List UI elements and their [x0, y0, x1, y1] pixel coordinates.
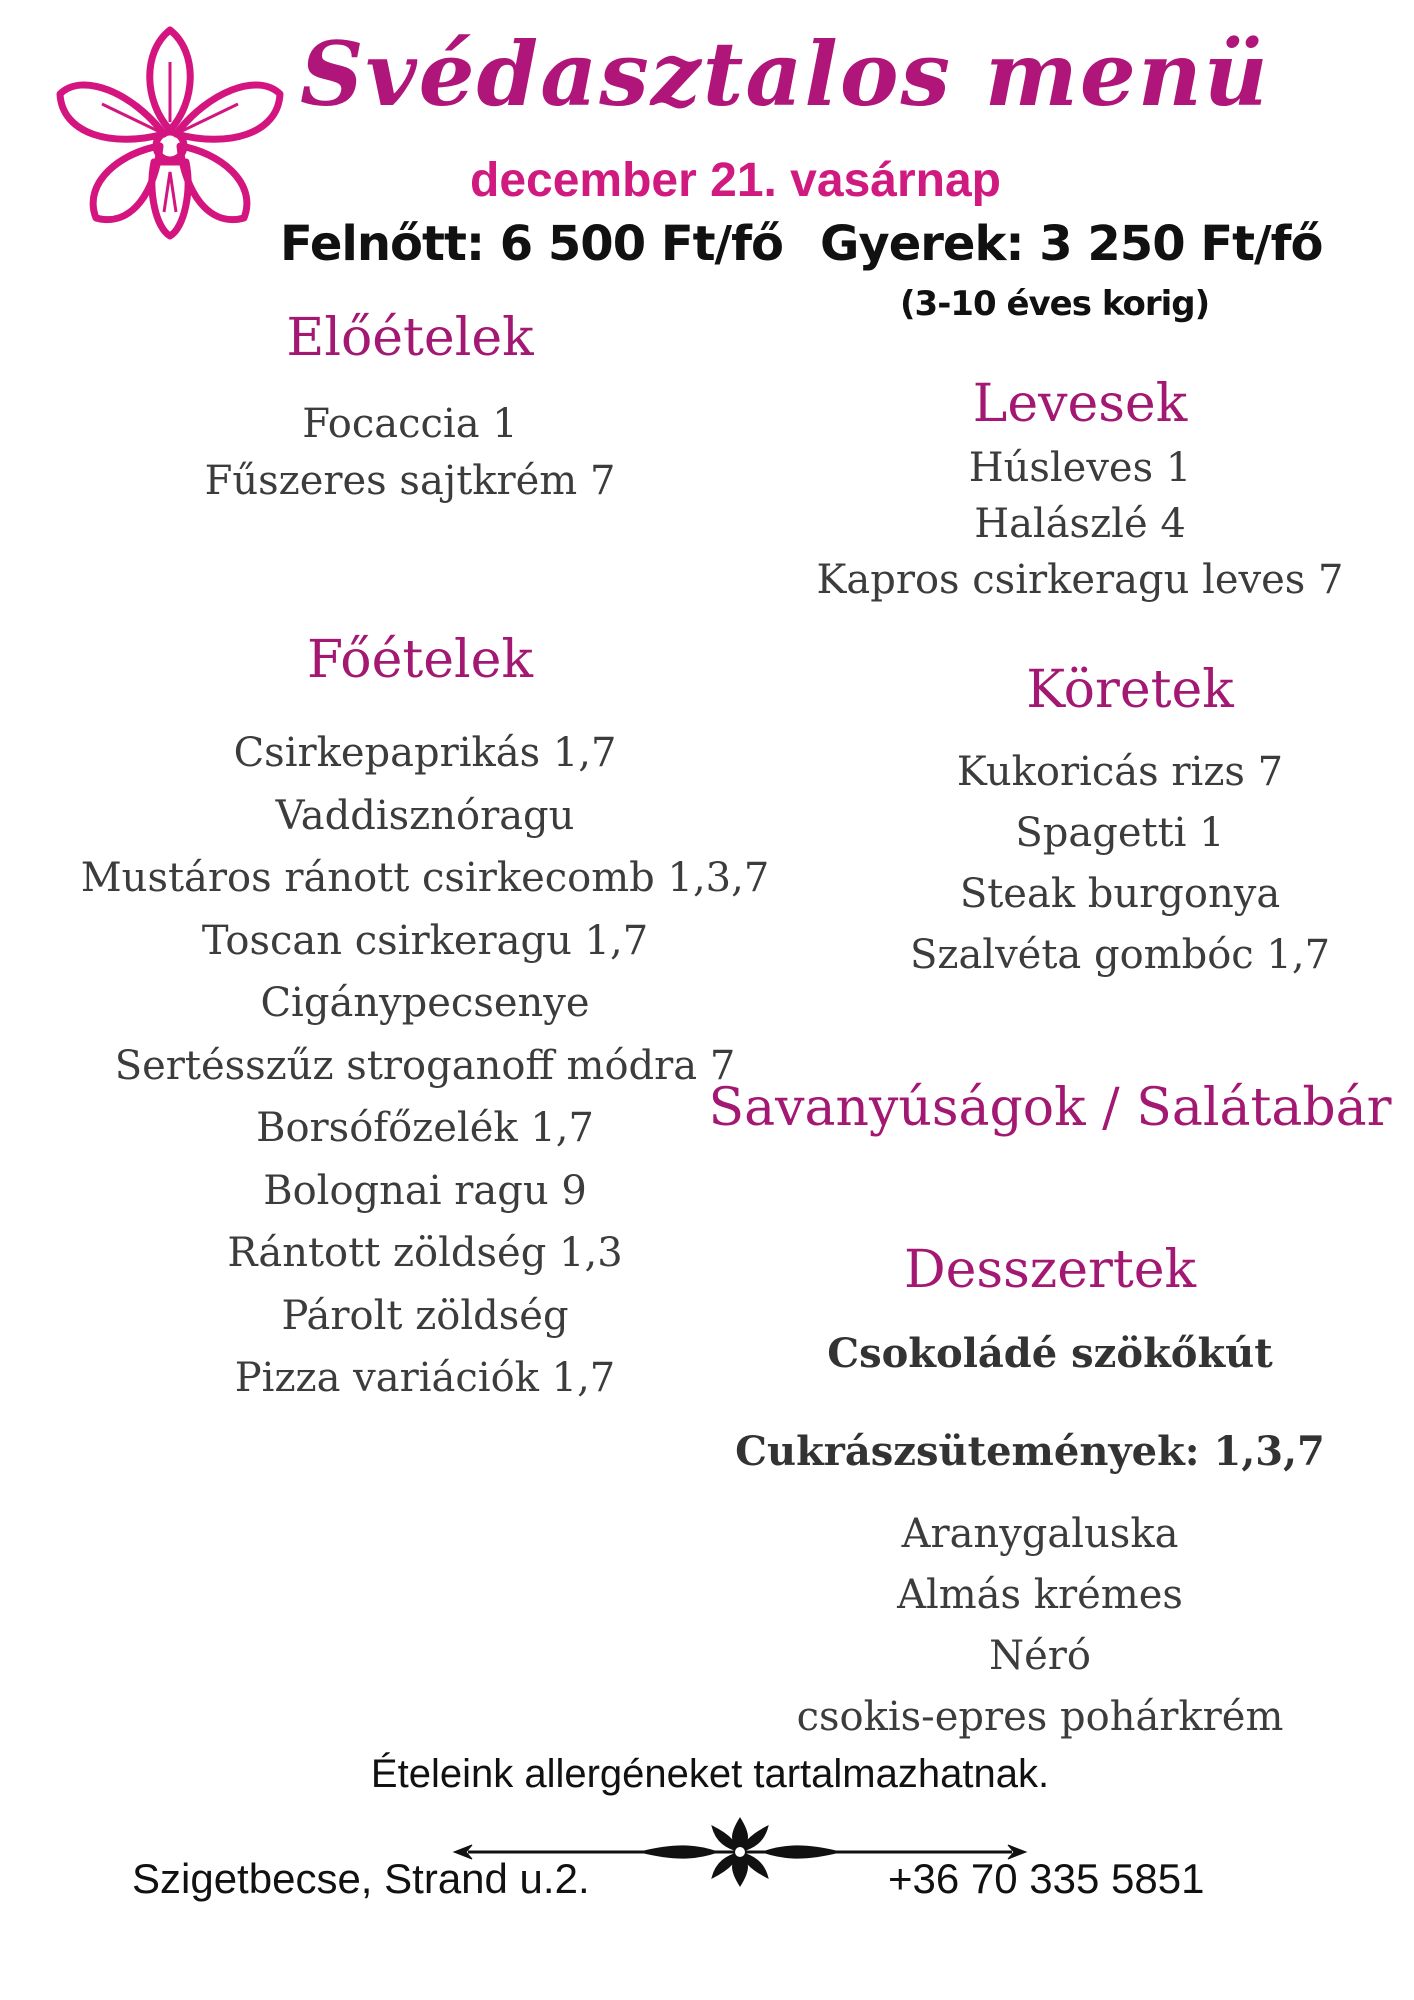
pastry-heading: Cukrászsütemények: 1,3,7 — [735, 1428, 1325, 1475]
list-item: Steak burgonya — [959, 871, 1281, 917]
list-item: csokis-epres pohárkrém — [796, 1694, 1284, 1740]
desserts-list — [740, 1504, 1340, 1748]
chocolate-fountain: Csokoládé szökőkút — [827, 1330, 1273, 1377]
price-child: Gyerek: 3 250 Ft/fő — [820, 216, 1323, 272]
list-item: Borsófőzelék 1,7 — [256, 1105, 594, 1151]
menu-title: Svédasztalos menü — [300, 22, 1270, 126]
phone-number[interactable]: +36 70 335 5851 — [888, 1855, 1205, 1902]
list-item: Spagetti 1 — [1015, 810, 1225, 856]
child-age-note: (3-10 éves korig) — [900, 284, 1210, 324]
list-item: Kukoricás rizs 7 — [956, 749, 1284, 795]
list-item: Aranygaluska — [901, 1511, 1179, 1557]
list-item: Sertésszűz stroganoff módra 7 — [114, 1042, 736, 1089]
list-item: Cigánypecsenye — [260, 980, 590, 1026]
price-adult: Felnőtt: 6 500 Ft/fő — [280, 216, 783, 272]
allergen-note: Ételeink allergéneket tartalmazhatnak. — [370, 1752, 1050, 1796]
list-item: Halászlé 4 — [974, 501, 1186, 547]
list-item: Vaddisznóragu — [275, 792, 575, 839]
list-item: Rántott zöldség 1,3 — [227, 1230, 623, 1276]
list-item: Néró — [989, 1633, 1091, 1679]
mains-list — [80, 722, 770, 1410]
list-item: Mustáros ránott csirkecomb 1,3,7 — [80, 855, 770, 901]
list-item: Szalvéta gombóc 1,7 — [909, 932, 1331, 978]
list-item: Fűszeres sajtkrém 7 — [204, 458, 616, 504]
list-item: Almás krémes — [897, 1572, 1183, 1618]
soups-list — [780, 440, 1380, 608]
event-date: december 21. vasárnap — [470, 154, 1001, 207]
list-item: Csirkepaprikás 1,7 — [233, 730, 617, 776]
sides-list — [820, 742, 1414, 986]
list-item: Toscan csirkeragu 1,7 — [201, 917, 649, 964]
list-item: Párolt zöldség — [281, 1292, 569, 1339]
address: Szigetbecse, Strand u.2. — [132, 1855, 590, 1902]
sides-heading: Köretek — [1026, 660, 1234, 720]
desserts-heading: Desszertek — [903, 1240, 1197, 1300]
starters-list — [160, 396, 660, 510]
salad-bar-heading: Savanyúságok / Salátabár — [708, 1078, 1392, 1138]
list-item: Kapros csirkeragu leves 7 — [816, 557, 1344, 603]
mains-heading: Főételek — [307, 630, 533, 690]
list-item: Bolognai ragu 9 — [263, 1167, 587, 1214]
list-item: Húsleves 1 — [968, 445, 1192, 491]
soups-heading: Levesek — [972, 374, 1188, 434]
list-item: Focaccia 1 — [302, 401, 518, 447]
orchid-logo-icon — [52, 22, 288, 244]
starters-heading: Előételek — [286, 308, 534, 368]
list-item: Pizza variációk 1,7 — [234, 1355, 616, 1401]
